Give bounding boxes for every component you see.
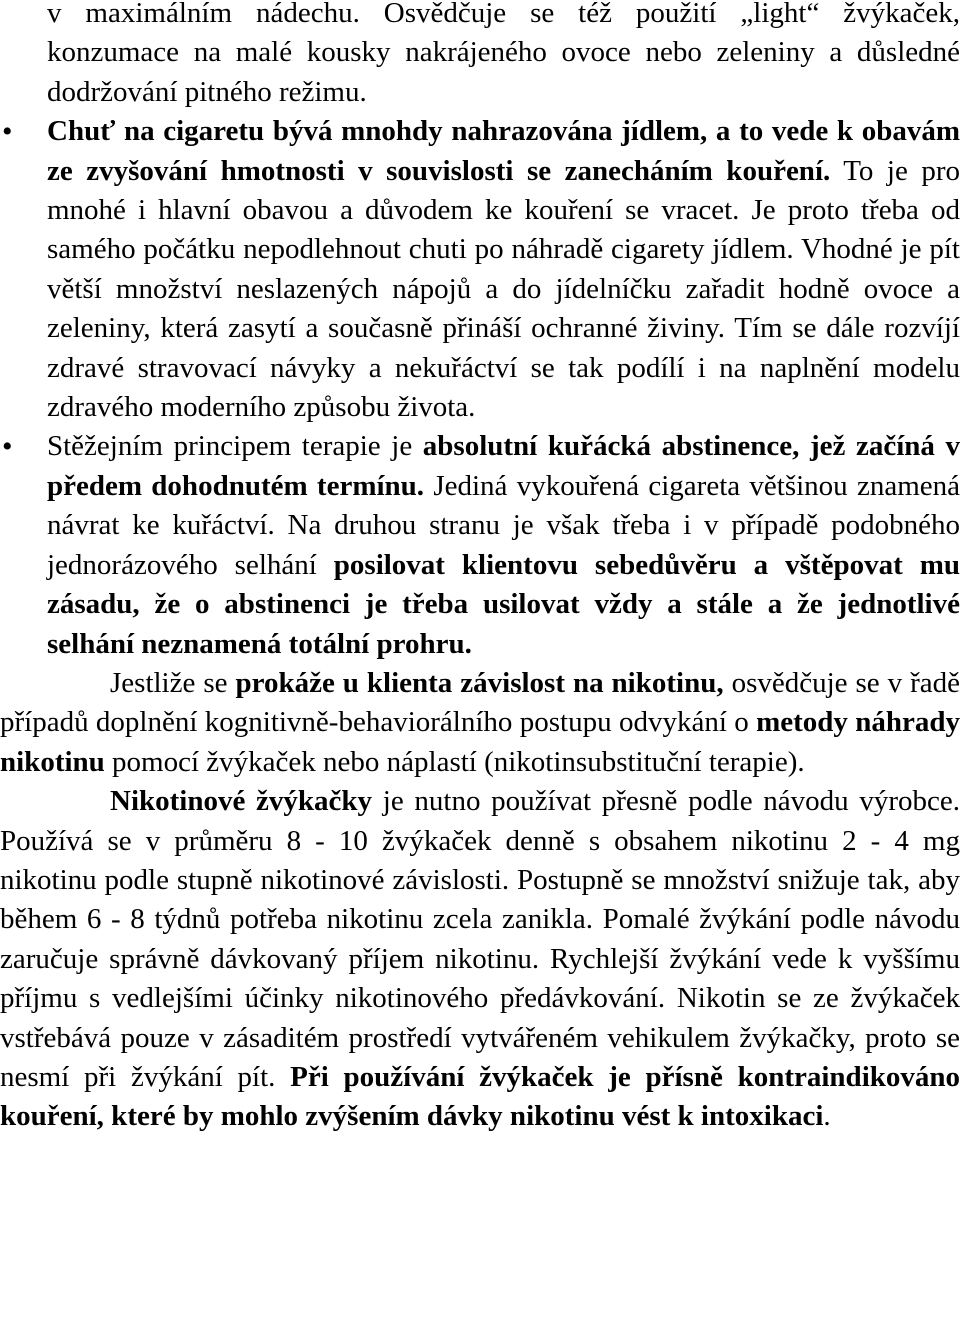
- text-segment-bold: Nikotinové žvýkačky: [110, 785, 373, 818]
- text-segment: osvědčuje se v řadě případů doplnění kognitivně-behaviorálního postupu odvykání o: [0, 666, 960, 739]
- paragraph-nicotine-dependence: [0, 664, 960, 782]
- text-segment: pomocí žvýkaček nebo náplastí (nikotinsubstituční terapie).: [104, 745, 805, 778]
- text-segment: To je pro mnohé i hlavní obavou a důvodem ke kouření se vracet. Je proto třeba od samého počátku nepodlehnout chuti po náhradě cigarety jídlem. Vhodné je pít větší množství neslazených nápojů a do jídelníčku zařadit hodně ovoce a zeleniny, která zasytí a současně přináší ochranné živiny. Tím se dále rozvíjí zdravé stravovací návyky a nekuřáctví se tak podílí i na naplnění modelu zdravého moderního způsobu života.: [47, 154, 960, 424]
- text-segment-bold: posilovat klientovu sebedůvěru a vštěpovat mu zásadu, že o abstinenci je třeba usilovat vždy a stále a že jednotlivé selhání neznamená totální prohru.: [47, 548, 960, 660]
- bullet-item-abstinence: [0, 427, 960, 663]
- bullet-item-weight-concern: [0, 112, 960, 427]
- bullet-list: [0, 0, 960, 664]
- text-segment: je nutno používat přesně podle návodu výrobce. Používá se v průměru 8 - 10 žvýkaček denně s obsahem nikotinu 2 - 4 mg nikotinu podle stupně nikotinové závislosti. Postupně se množství snižuje tak, aby během 6 - 8 týdnů potřeba nikotinu zcela zanikla. Pomalé žvýkání podle návodu zaručuje správně dávkovaný příjem nikotinu. Rychlejší žvýkání vede k vyššímu příjmu s vedlejšími účinky nikotinového předávkování. Nikotin se ze žvýkaček vstřebává pouze v zásaditém prostředí vytvářeném vehikulem žvýkačky, proto se nesmí při žvýkání pít.: [0, 785, 960, 1093]
- bullet-item-continuation: [0, 0, 960, 112]
- text-segment-bold: Chuť na cigaretu bývá mnohdy nahrazována jídlem, a to vede k obavám ze zvyšování hmotnosti v souvislosti se zanecháním kouření.: [47, 115, 960, 187]
- text-segment: .: [823, 1100, 831, 1133]
- text-segment: v maximálním nádechu. Osvědčuje se též použití „light“ žvýkaček, konzumace na malé kousky nakrájeného ovoce nebo zeleniny a důsledné dodržování pitného režimu.: [47, 0, 960, 108]
- text-segment-bold: metody náhrady nikotinu: [0, 706, 960, 778]
- text-segment: Stěžejním principem terapie je: [47, 430, 423, 463]
- text-segment-bold: Při používání žvýkaček je přísně kontraindikováno kouření, které by mohlo zvýšením dávky nikotinu vést k intoxikaci: [0, 1060, 960, 1133]
- text-segment-bold: absolutní kuřácká abstinence, jež začíná v předem dohodnutém termínu.: [47, 430, 960, 502]
- paragraph-nicotine-gum: [0, 782, 960, 1137]
- text-segment: Jestliže se: [110, 666, 236, 699]
- text-segment-bold: prokáže u klienta závislost na nikotinu,: [235, 666, 724, 699]
- text-segment: Jediná vykouřená cigareta většinou znamená návrat ke kuřáctví. Na druhou stranu je však třeba i v případě podobného jednorázového selhání: [47, 469, 960, 581]
